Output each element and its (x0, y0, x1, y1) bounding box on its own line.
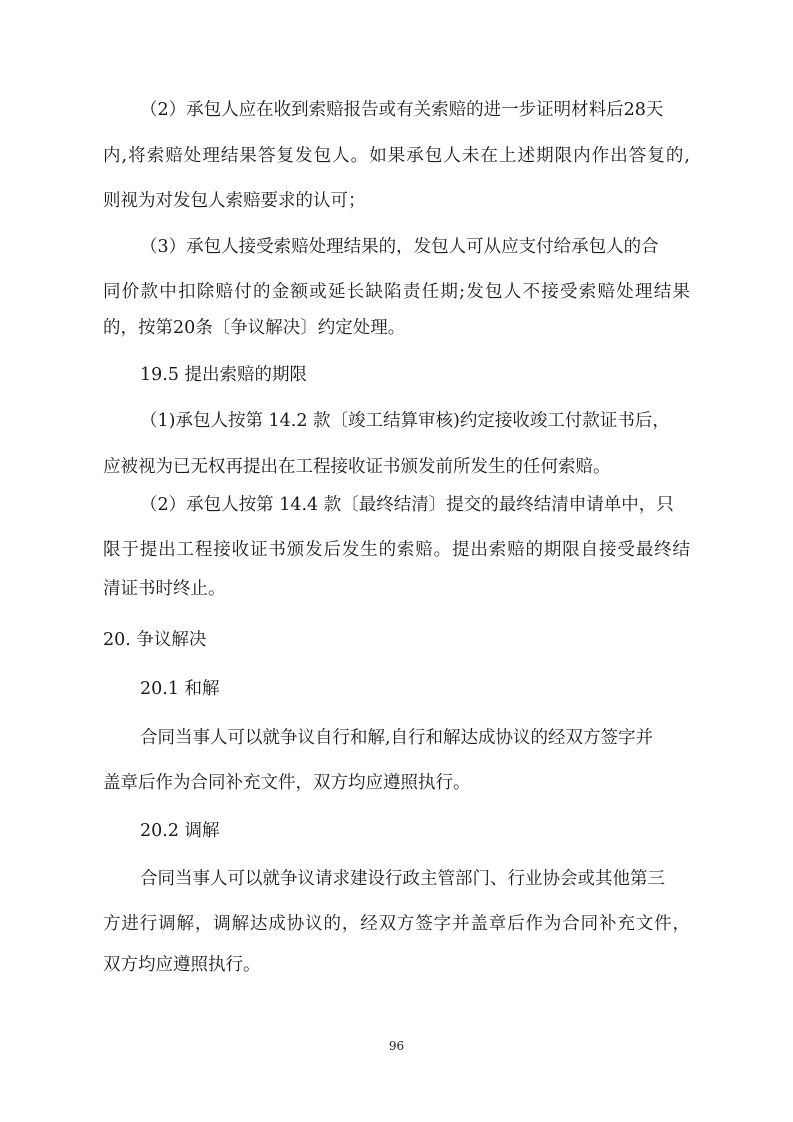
section-heading-20-1: 20.1 和解 (140, 679, 220, 699)
paragraph-19-4-3-line-3: 的，按第20条〔争议解决〕约定处理。 (103, 318, 406, 338)
paragraph-20-2-line-1: 合同当事人可以就争议请求建设行政主管部门、行业协会或其他第三 (140, 869, 665, 889)
paragraph-20-1-line-2: 盖章后作为合同补充文件，双方均应遵照执行。 (103, 773, 471, 793)
chapter-heading-20: 20. 争议解决 (103, 630, 207, 650)
paragraph-20-2-line-2: 方进行调解，调解达成协议的，经双方签字并盖章后作为合同补充文件， (103, 914, 690, 934)
section-heading-20-2: 20.2 调解 (140, 821, 220, 841)
paragraph-19-4-2-line-3: 则视为对发包人索赔要求的认可； (103, 191, 366, 211)
paragraph-19-5-2-line-2: 限于提出工程接收证书颁发后发生的索赔。提出索赔的期限自接受最终结 (103, 540, 690, 560)
paragraph-19-5-1-line-2: 应被视为已无权再提出在工程接收证书颁发前所发生的任何索赔。 (103, 457, 611, 477)
paragraph-20-1-line-1: 合同当事人可以就争议自行和解,自行和解达成协议的经双方签字并 (140, 728, 654, 748)
paragraph-19-4-3-line-2: 同价款中扣除赔付的金额或延长缺陷责任期;发包人不接受索赔处理结果 (103, 282, 690, 302)
paragraph-19-4-2-line-2: 内,将索赔处理结果答复发包人。如果承包人未在上述期限内作出答复的, (103, 146, 690, 166)
paragraph-19-5-2-line-1: （2）承包人按第 14.4 款〔最终结清〕提交的最终结清申请单中，只 (140, 495, 674, 515)
section-heading-19-5: 19.5 提出索赔的期限 (140, 365, 308, 385)
paragraph-19-5-2-line-3: 清证书时终止。 (103, 579, 226, 599)
paragraph-19-5-1-line-1: （1)承包人按第 14.2 款〔竣工结算审核)约定接收竣工付款证书后， (140, 411, 670, 431)
paragraph-19-4-2-line-1: （2）承包人应在收到索赔报告或有关索赔的进一步证明材料后28天 (140, 100, 664, 120)
paragraph-20-2-line-3: 双方均应遵照执行。 (103, 955, 261, 975)
paragraph-19-4-3-line-1: （3）承包人接受索赔处理结果的，发包人可从应支付给承包人的合 (140, 237, 659, 257)
page-number: 96 (388, 1039, 405, 1053)
